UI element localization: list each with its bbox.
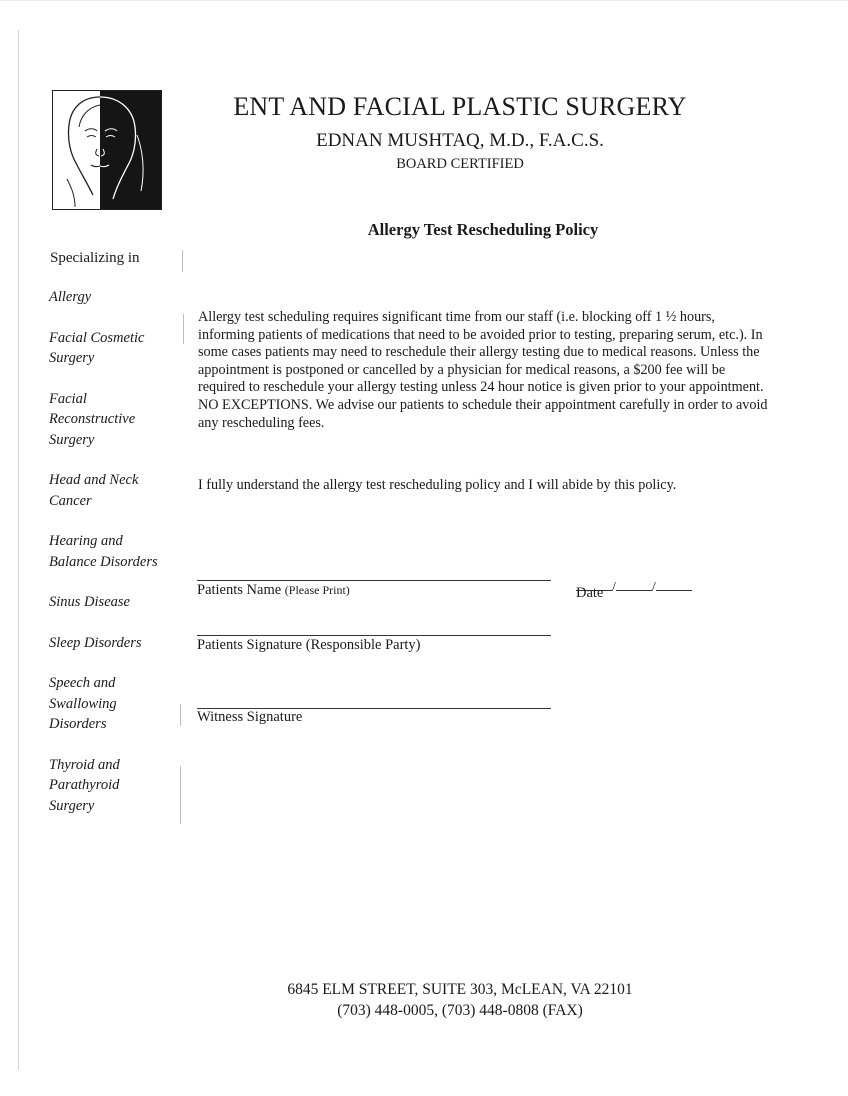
specialties-heading: Specializing in bbox=[50, 250, 140, 266]
specialties-sidebar bbox=[46, 250, 178, 836]
footer-phone: (703) 448-0005, (703) 448-0808 (FAX) bbox=[337, 1002, 583, 1019]
scan-left-edge bbox=[18, 30, 19, 1070]
footer-address: 6845 ELM STREET, SUITE 303, McLEAN, VA 22101 bbox=[287, 981, 633, 998]
witness-signature-label: Witness Signature bbox=[197, 709, 303, 725]
patient-signature-line[interactable] bbox=[197, 635, 551, 636]
patient-signature-label: Patients Signature (Responsible Party) bbox=[197, 637, 421, 653]
specialty-facial-reconstructive-surgery: Facial Reconstructive Surgery bbox=[49, 390, 136, 448]
specialty-facial-cosmetic-surgery: Facial Cosmetic Surgery bbox=[49, 329, 145, 366]
page-top-edge bbox=[0, 0, 848, 1]
sidebar-divider bbox=[180, 766, 181, 824]
date-label: Date bbox=[576, 585, 604, 601]
patient-name-label: Patients Name (Please Print) bbox=[197, 582, 350, 598]
sidebar-divider bbox=[182, 250, 183, 272]
face-silhouette-icon bbox=[52, 90, 162, 210]
specialty-sleep-disorders: Sleep Disorders bbox=[49, 634, 142, 651]
sidebar-divider bbox=[183, 314, 184, 344]
specialty-thyroid-and-parathyroid: Thyroid and Parathyroid Surgery bbox=[49, 756, 120, 814]
acknowledgement-text: I fully understand the allergy test rescheduling policy and I will abide by this policy. bbox=[198, 477, 677, 493]
patient-name-note: (Please Print) bbox=[284, 583, 350, 597]
policy-body-text: Allergy test scheduling requires significant time from our staff (i.e. blocking off 1 ½ hours, informing patients of medications that need to be avoided prior to testing, preparing serum, etc.). In some cases patients may need to reschedule their allergy testing due to medical reasons. Unless the appointment is postponed or cancelled by a physician for medical reasons, a $200 fee will be required to reschedule your allergy testing unless 24 hour notice is given prior to your appointment. NO EXCEPTIONS. We advise our patients to schedule their appointment carefully in order to avoid any rescheduling fees. bbox=[198, 309, 768, 431]
specialty-allergy: Allergy bbox=[49, 289, 92, 305]
date-separator: / bbox=[612, 580, 616, 595]
certification-label: BOARD CERTIFIED bbox=[396, 156, 524, 172]
specialty-head-and-neck-cancer: Head and Neck Cancer bbox=[49, 472, 139, 509]
doctor-name: EDNAN MUSHTAQ, M.D., F.A.C.S. bbox=[316, 130, 604, 151]
sidebar-divider bbox=[180, 704, 181, 726]
policy-title: Allergy Test Rescheduling Policy bbox=[367, 220, 599, 239]
specialty-hearing-and-balance: Hearing and Balance Disorders bbox=[49, 533, 158, 570]
specialty-sinus-disease: Sinus Disease bbox=[49, 594, 130, 610]
specialty-speech-and-swallowing: Speech and Swallowing Disorders bbox=[49, 675, 117, 732]
clinic-name: ENT AND FACIAL PLASTIC SURGERY bbox=[233, 92, 687, 121]
date-separator: / bbox=[651, 580, 656, 595]
patient-name-line[interactable] bbox=[197, 580, 551, 581]
